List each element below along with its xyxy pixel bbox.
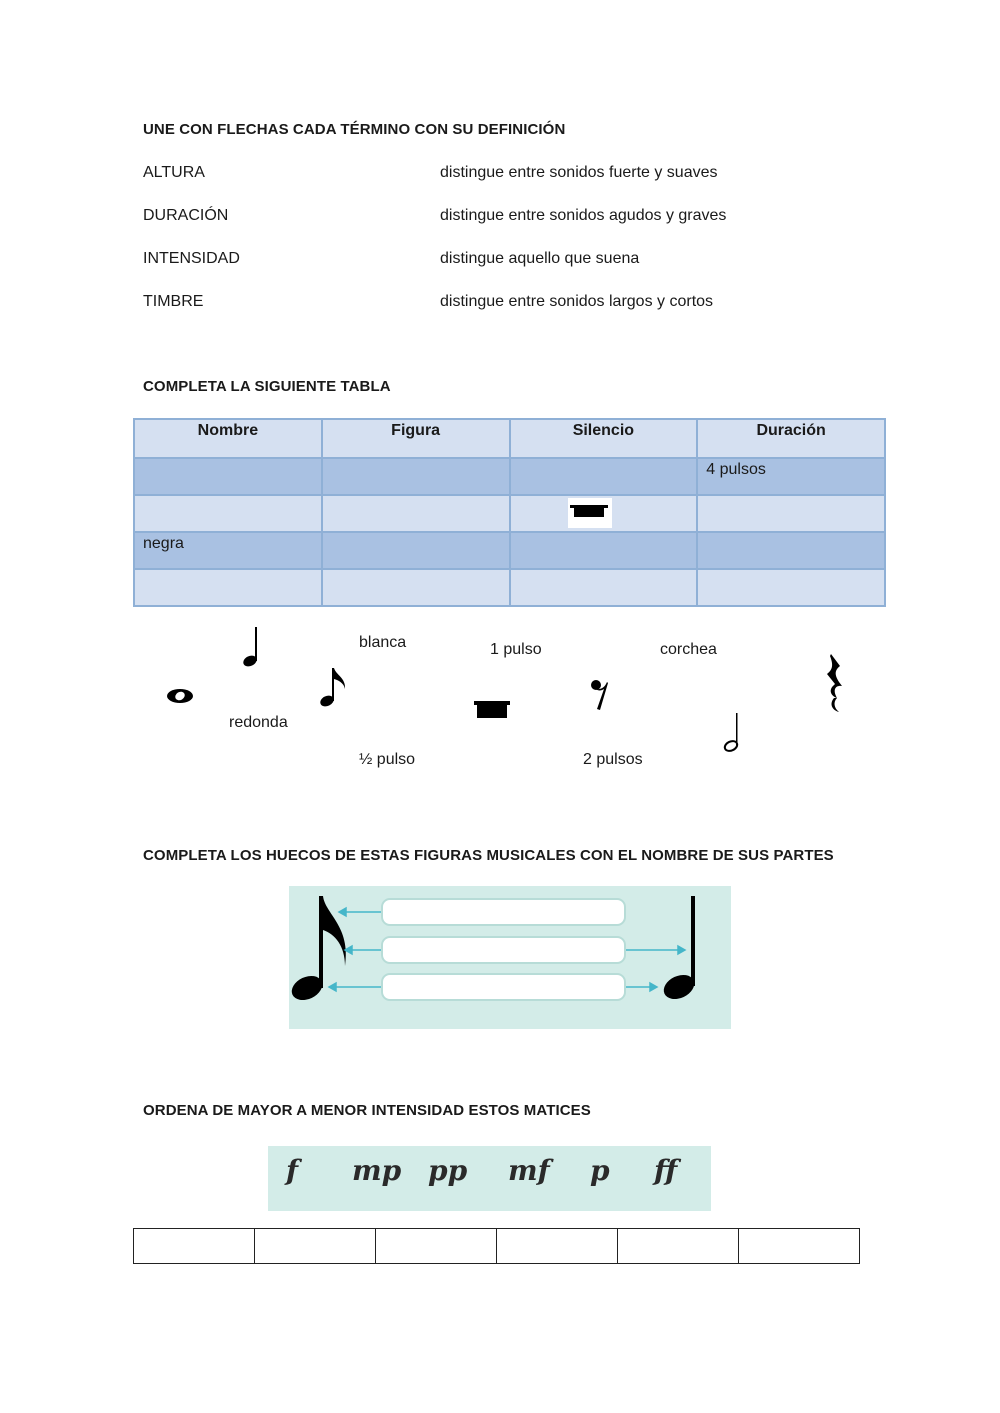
- table-cell[interactable]: [697, 569, 885, 606]
- word-redonda[interactable]: redonda: [229, 714, 288, 731]
- term-intensidad: INTENSIDAD: [143, 250, 240, 267]
- table-cell[interactable]: [322, 495, 510, 532]
- dynamic-mf[interactable]: mf: [508, 1154, 550, 1187]
- table-cell[interactable]: [134, 569, 322, 606]
- word-1-pulso[interactable]: 1 pulso: [490, 641, 542, 658]
- dynamic-f[interactable]: f: [286, 1154, 299, 1187]
- definition-4: distingue entre sonidos largos y cortos: [440, 293, 714, 310]
- table-cell[interactable]: [322, 569, 510, 606]
- quarter-rest-icon[interactable]: [822, 652, 848, 716]
- term-timbre: TIMBRE: [143, 293, 204, 310]
- note-part-slot-1[interactable]: [381, 898, 626, 926]
- half-rest-icon[interactable]: [474, 700, 510, 720]
- dynamic-mp[interactable]: mp: [352, 1154, 402, 1187]
- table-row: [134, 495, 885, 532]
- definition-2: distingue entre sonidos agudos y graves: [440, 207, 727, 224]
- name-value: negra: [143, 535, 184, 552]
- dynamic-ff[interactable]: ff: [654, 1154, 678, 1187]
- half-rest-icon: [568, 498, 612, 528]
- eighth-note-icon[interactable]: [318, 665, 350, 709]
- definition-3: distingue aquello que suena: [440, 250, 640, 267]
- note-part-slot-2[interactable]: [381, 936, 626, 964]
- table-cell[interactable]: [134, 532, 322, 569]
- section3-title: COMPLETA LOS HUECOS DE ESTAS FIGURAS MUSICALES CON EL NOMBRE DE SUS PARTES: [143, 847, 834, 864]
- table-cell[interactable]: [134, 458, 322, 495]
- table-cell[interactable]: [697, 495, 885, 532]
- header-nombre: Nombre: [134, 419, 322, 458]
- table-cell[interactable]: [510, 532, 698, 569]
- section2-title: COMPLETA LA SIGUIENTE TABLA: [143, 378, 391, 395]
- answer-cell-4[interactable]: [497, 1229, 618, 1264]
- order-answer-table: [133, 1228, 860, 1264]
- dynamic-p[interactable]: p: [590, 1154, 610, 1187]
- table-cell[interactable]: [322, 458, 510, 495]
- definition-1: distingue entre sonidos fuerte y suaves: [440, 164, 718, 181]
- table-cell[interactable]: [510, 495, 698, 532]
- table-cell[interactable]: [510, 569, 698, 606]
- table-cell[interactable]: [697, 532, 885, 569]
- answer-cell-3[interactable]: [376, 1229, 497, 1264]
- word-2-pulsos[interactable]: 2 pulsos: [583, 751, 643, 768]
- header-silencio: Silencio: [510, 419, 698, 458]
- whole-note-icon[interactable]: [164, 686, 196, 706]
- table-row: [134, 532, 885, 569]
- quarter-note-icon[interactable]: [240, 625, 264, 669]
- term-altura: ALTURA: [143, 164, 205, 181]
- section1-title: UNE CON FLECHAS CADA TÉRMINO CON SU DEFINICIÓN: [143, 121, 566, 138]
- word-blanca[interactable]: blanca: [359, 634, 407, 651]
- section4-title: ORDENA DE MAYOR A MENOR INTENSIDAD ESTOS MATICES: [143, 1102, 591, 1119]
- table-cell[interactable]: [510, 458, 698, 495]
- header-duracion: Duración: [697, 419, 885, 458]
- table-cell[interactable]: [134, 495, 322, 532]
- table-row: [134, 458, 885, 495]
- dynamic-pp[interactable]: pp: [428, 1154, 468, 1187]
- answer-cell-6[interactable]: [739, 1229, 860, 1264]
- half-note-icon[interactable]: [720, 712, 744, 756]
- table-row: [134, 569, 885, 606]
- table-cell[interactable]: [697, 458, 885, 495]
- eighth-rest-icon[interactable]: [588, 676, 612, 712]
- word-corchea[interactable]: corchea: [660, 641, 717, 658]
- dynamics-box: [268, 1146, 711, 1211]
- header-figura: Figura: [322, 419, 510, 458]
- music-figures-table: [133, 418, 886, 607]
- answer-cell-5[interactable]: [618, 1229, 739, 1264]
- duration-value: 4 pulsos: [706, 461, 766, 478]
- word-medio-pulso[interactable]: ½ pulso: [359, 751, 416, 768]
- table-row: [134, 1229, 860, 1264]
- answer-cell-1[interactable]: [134, 1229, 255, 1264]
- note-parts-figure: [289, 886, 731, 1029]
- table-cell[interactable]: [322, 532, 510, 569]
- term-duracion: DURACIÓN: [143, 207, 229, 224]
- note-part-slot-3[interactable]: [381, 973, 626, 1001]
- answer-cell-2[interactable]: [255, 1229, 376, 1264]
